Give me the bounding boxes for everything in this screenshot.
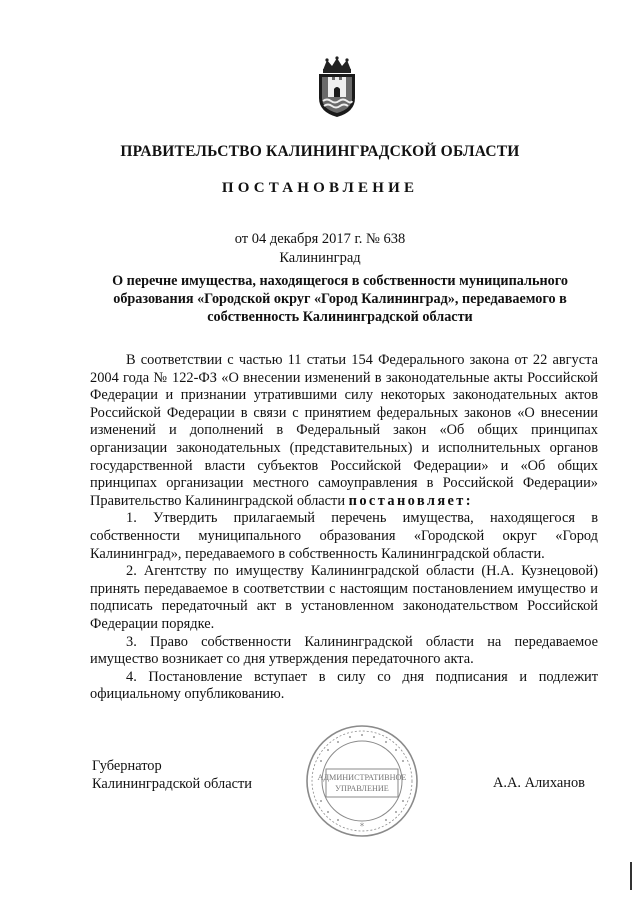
coat-of-arms-icon	[315, 56, 359, 118]
signer-position	[92, 757, 252, 793]
signer-position-line-1: Губернатор	[92, 758, 162, 774]
item-paragraph-4: 4. Постановление вступает в силу со дня подписания и подлежит официальному опубликованию.	[90, 668, 598, 703]
preamble-text: В соответствии с частью 11 статьи 154 Федерального закона от 22 августа 2004 года № 122-ФЗ «О внесении изменений в законодательные акты Российской Федерации и признании утратившими силу некоторых законодательных актов Российской Федерации в связи с принятием федеральных законов «О внесении изменений и дополнений в Федеральный закон «Об общих принципах организации законодательных (представительных) и исполнительных органов государственной власти субъектов Российской Федерации» и «Об общих принципах организации местного самоуправления в Российской Федерации» Правительство Калининградской области	[90, 352, 598, 509]
government-title: ПРАВИТЕЛЬСТВО КАЛИНИНГРАДСКОЙ ОБЛАСТИ	[120, 143, 520, 160]
official-stamp	[304, 723, 420, 839]
resolves-keyword: постановляет:	[348, 492, 473, 509]
date-and-number: от 04 декабря 2017 г. № 638	[234, 231, 406, 247]
item-paragraph-1: 1. Утвердить прилагаемый перечень имущества, находящегося в собственности муниципального образования «Городской округ «Город Калининград», передаваемого в собственность Калининградской области.	[90, 510, 598, 562]
signer-name: А.А. Алиханов	[493, 775, 585, 791]
document-subject: О перечне имущества, находящегося в собственности муниципального образования «Городской округ «Город Калининград», передаваемого в собственность Калининградской области	[112, 273, 568, 325]
stamp-line-2: УПРАВЛЕНИЕ	[335, 784, 389, 793]
stamp-star-icon: *	[359, 822, 365, 832]
item-paragraph-2: 2. Агентству по имуществу Калининградской области (Н.А. Кузнецовой) принять передаваемое в соответствии с настоящим постановлением имущество и подписать передаточный акт в установленном законодательством Российской Федерации порядке.	[90, 563, 598, 632]
document-type-title: ПОСТАНОВЛЕНИЕ	[221, 180, 419, 196]
stamp-line-1: АДМИНИСТРАТИВНОЕ	[317, 773, 407, 782]
document-body	[90, 352, 598, 704]
signer-position-line-2: Калининградской области	[92, 776, 252, 792]
item-paragraph-3: 3. Право собственности Калининградской области на передаваемое имущество возникает со дня утверждения передаточного акта.	[90, 633, 598, 668]
city-name: Калининград	[279, 250, 361, 266]
scan-edge-mark	[628, 862, 634, 890]
preamble-paragraph	[90, 352, 598, 510]
